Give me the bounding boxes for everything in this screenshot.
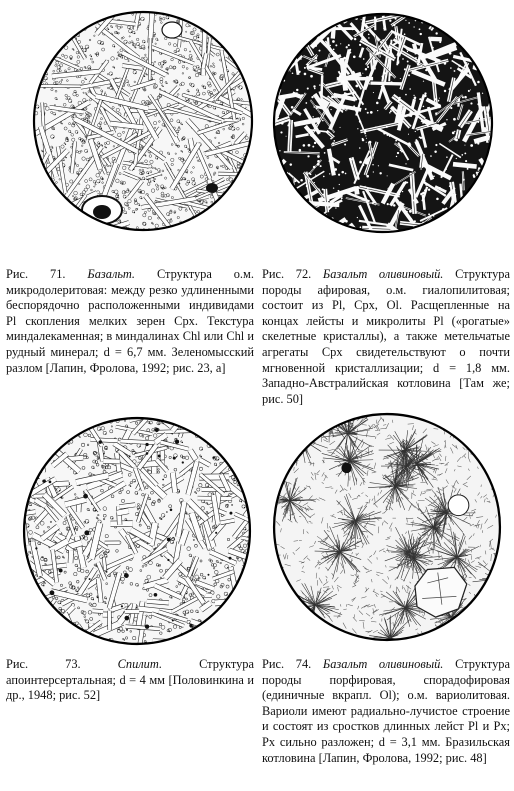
figure-74-rock: Базальт оливиновый. bbox=[322, 657, 444, 671]
figure-71-text: Структура о.м. микродолеритовая: между резко удлиненными беспорядочно расположенными индивидами Pl скопления мелких зерен Срх. Текстура миндалекаменная; в миндалинах Chl или Chl и рудный минерал; d = 6,7 мм. Зеленомысский разлом [Лапин, Фролова, 1992; рис. 23, а] bbox=[6, 267, 254, 375]
figure-71-rock: Базальт. bbox=[87, 267, 136, 281]
figure-73-caption bbox=[6, 657, 254, 704]
figure-72-micrograph bbox=[272, 12, 494, 234]
figure-71-micrograph bbox=[32, 10, 254, 232]
figure-73-number: Рис. 73. bbox=[6, 657, 81, 671]
figure-73-text: Структура апоинтерсертальная; d = 4 мм [Половинкина и др., 1948; рис. 52] bbox=[6, 657, 254, 703]
figure-72-caption bbox=[262, 267, 510, 407]
figure-74-text: Структура породы порфировая, спорадофировая (единичные вкрапл. Ol); о.м. вариолитовая. Вариоли имеют радиально-лучистое строение и состоят из сростков длинных лейст Pl и Px; Px сильно разложен; d = 3,1 мм. Бразильская котловина [Лапин, Фролова, 1992; рис. 48] bbox=[262, 657, 510, 765]
figure-72-number: Рис. 72. bbox=[262, 267, 312, 281]
figure-71-number: Рис. 71. bbox=[6, 267, 66, 281]
figure-74-number: Рис. 74. bbox=[262, 657, 312, 671]
figure-71-caption bbox=[6, 267, 254, 376]
figure-74-micrograph bbox=[272, 412, 502, 642]
figure-73-micrograph bbox=[22, 416, 252, 646]
figure-72-text: Структура породы афировая, о.м. гиалопилитовая; состоит из Pl, Срх, Ol. Расщепленные на концах лейсты и микролиты Pl («рогатые» скелетные кристаллы), а также метельчатые агрегаты Срх свидетельствуют о почти мгновенной кристаллизации; d = 1,8 мм. Западно-Австралийская котловина [Там же; рис. 50] bbox=[262, 267, 510, 406]
figure-72-rock: Базальт оливиновый. bbox=[322, 267, 444, 281]
figure-73-rock: Спилит. bbox=[117, 657, 163, 671]
figure-74-caption bbox=[262, 657, 510, 766]
